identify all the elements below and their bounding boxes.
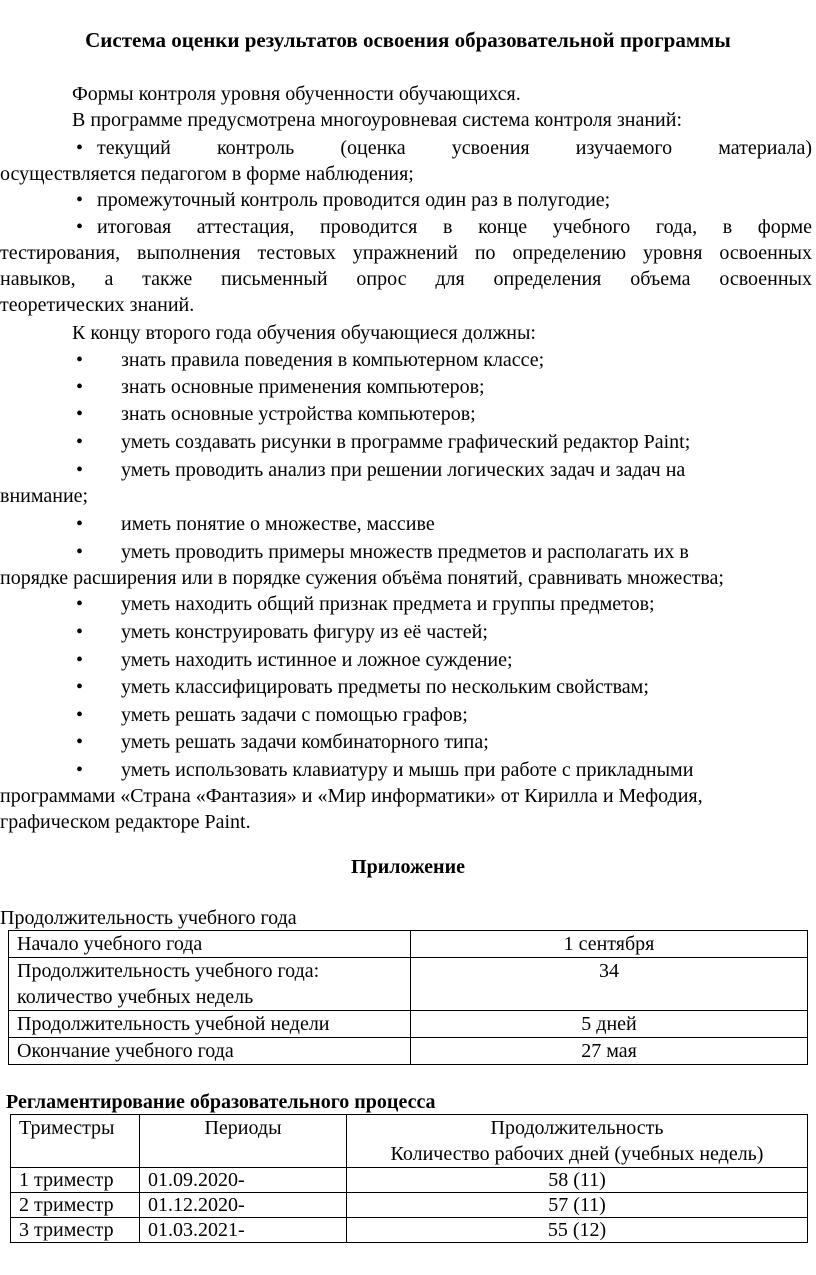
list-item: уметь находить истинное и ложное суждение;	[121, 649, 513, 671]
bullet-icon: •	[76, 403, 84, 425]
bullet-text: итоговая аттестация, проводится в конце учебного года, в форме	[97, 216, 812, 238]
table-row	[9, 931, 808, 958]
cell-line: Продолжительность учебного года:	[17, 960, 320, 982]
bullet-icon: •	[76, 376, 84, 398]
paragraph-program: В программе предусмотрена многоуровневая система контроля знаний:	[72, 109, 683, 131]
list-item: уметь находить общий признак предмета и группы предметов;	[121, 593, 655, 615]
bullet-text: промежуточный контроль проводится один раз в полугодие;	[97, 189, 611, 211]
cell-line: Количество рабочих дней (учебных недель)	[390, 1143, 764, 1165]
list-item-cont: порядке расширения или в порядке сужения объёма понятий, сравнивать множества;	[0, 567, 724, 589]
bullet-icon: •	[76, 541, 84, 563]
table-cell: 55 (12)	[347, 1218, 808, 1243]
bullet-icon: •	[76, 216, 84, 238]
table-cell: 2 триместр	[11, 1193, 140, 1218]
table-cell	[9, 958, 411, 1011]
table-cell: 01.09.2020-	[140, 1168, 347, 1193]
list-item: уметь проводить примеры множеств предметов и располагать их в	[121, 541, 689, 563]
bullet-text: текущий контроль (оценка усвоения изучаемого материала)	[97, 137, 812, 159]
table-row	[11, 1193, 808, 1218]
duration-caption: Продолжительность учебного года	[0, 907, 297, 929]
list-item: уметь использовать клавиатуру и мышь при работе с прикладными	[121, 759, 694, 781]
bullet-text-cont: навыков, а также письменный опрос для определения объема освоенных	[0, 268, 812, 290]
schedule-table	[10, 1114, 808, 1243]
table-row	[9, 1038, 808, 1065]
table-cell: Начало учебного года	[9, 931, 411, 958]
bullet-icon: •	[76, 593, 84, 615]
document-title: Система оценки результатов освоения образовательной программы	[85, 28, 731, 52]
list-item: иметь понятие о множестве, массиве	[121, 513, 435, 535]
list-item: уметь конструировать фигуру из её частей;	[121, 621, 488, 643]
list-item: уметь решать задачи комбинаторного типа;	[121, 731, 489, 753]
table-cell: Окончание учебного года	[9, 1038, 411, 1065]
bullet-icon: •	[76, 459, 84, 481]
table-cell: 5 дней	[411, 1011, 808, 1038]
list-item: знать основные применения компьютеров;	[121, 376, 485, 398]
table-cell: Продолжительность учебной недели	[9, 1011, 411, 1038]
paragraph-requirements: К концу второго года обучения обучающиеся должны:	[72, 322, 536, 344]
table-cell: 1 триместр	[11, 1168, 140, 1193]
bullet-icon: •	[76, 731, 84, 753]
table-cell: 3 триместр	[11, 1218, 140, 1243]
cell-line: количество учебных недель	[17, 986, 254, 1008]
paragraph-forms: Формы контроля уровня обученности обучающихся.	[72, 83, 521, 105]
bullet-icon: •	[76, 676, 84, 698]
table-row	[11, 1115, 808, 1168]
bullet-icon: •	[76, 349, 84, 371]
bullet-text-cont: тестирования, выполнения тестовых упражнений по определению уровня освоенных	[0, 242, 812, 264]
list-item: уметь проводить анализ при решении логических задач и задач на	[121, 459, 686, 481]
list-item: уметь решать задачи с помощью графов;	[121, 704, 468, 726]
bullet-icon: •	[76, 513, 84, 535]
list-item: уметь классифицировать предметы по нескольким свойствам;	[121, 676, 649, 698]
bullet-text-cont: теоретических знаний.	[0, 294, 195, 316]
bullet-icon: •	[76, 189, 84, 211]
table-cell: 01.03.2021-	[140, 1218, 347, 1243]
cell-line: Продолжительность	[490, 1117, 664, 1139]
table-cell: 1 сентября	[411, 931, 808, 958]
bullet-icon: •	[76, 704, 84, 726]
list-item-cont: внимание;	[0, 485, 89, 507]
bullet-icon: •	[76, 621, 84, 643]
table-cell: 01.12.2020-	[140, 1193, 347, 1218]
table-cell: 58 (11)	[347, 1168, 808, 1193]
table-header-cell: Периоды	[140, 1115, 347, 1168]
table-row	[9, 1011, 808, 1038]
table-cell: 27 мая	[411, 1038, 808, 1065]
regulation-heading: Регламентирование образовательного процесса	[6, 1091, 436, 1113]
list-item-cont: графическом редакторе Paint.	[0, 811, 251, 833]
bullet-icon: •	[76, 759, 84, 781]
table-row	[11, 1168, 808, 1193]
bullet-icon: •	[76, 137, 84, 159]
bullet-text-cont: осуществляется педагогом в форме наблюдения;	[0, 163, 414, 185]
table-header-cell: Триместры	[11, 1115, 140, 1168]
appendix-heading: Приложение	[351, 856, 465, 878]
bullet-icon: •	[76, 431, 84, 453]
list-item-cont: программами «Страна «Фантазия» и «Мир информатики» от Кирилла и Мефодия,	[0, 785, 703, 807]
table-cell: 34	[411, 958, 808, 1011]
table-row	[11, 1218, 808, 1243]
bullet-icon: •	[76, 649, 84, 671]
table-header-cell	[347, 1115, 808, 1168]
list-item: знать основные устройства компьютеров;	[121, 403, 476, 425]
list-item: уметь создавать рисунки в программе графический редактор Paint;	[121, 431, 691, 453]
list-item: знать правила поведения в компьютерном классе;	[121, 349, 545, 371]
table-cell: 57 (11)	[347, 1193, 808, 1218]
duration-table	[8, 930, 808, 1065]
table-row	[9, 958, 808, 1011]
